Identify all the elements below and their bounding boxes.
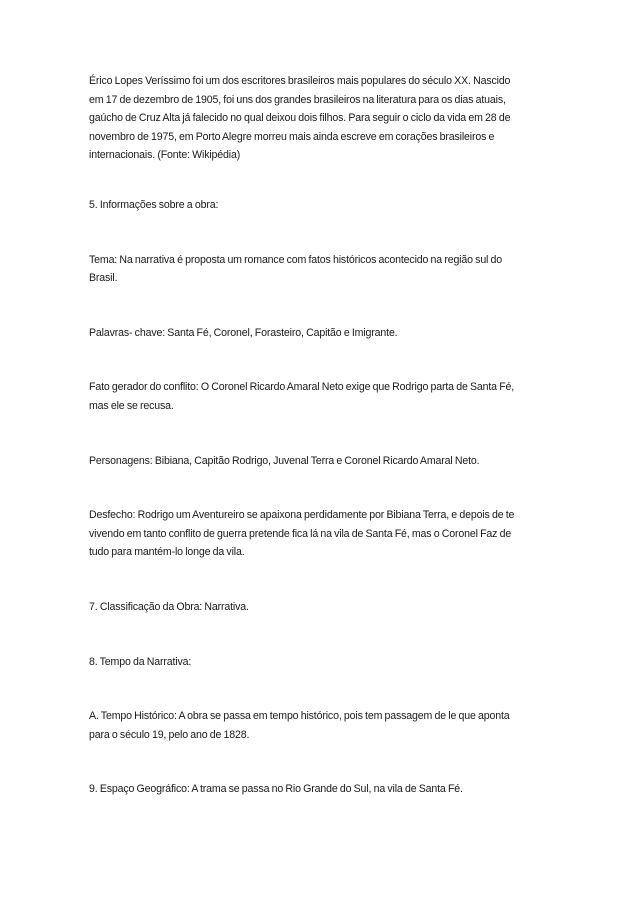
fato-gerador-line: mas ele se recusa. <box>89 399 174 412</box>
document-page <box>89 72 551 799</box>
intro-line: Érico Lopes Veríssimo foi um dos escritores brasileiros mais populares do século XX. Nascido <box>89 75 511 87</box>
fato-gerador-paragraph <box>89 378 551 415</box>
espaco-geografico-text: 9. Espaço Geográfico: A trama se passa no Rio Grande do Sul, na vila de Santa Fé. <box>89 783 463 796</box>
intro-line: gaúcho de Cruz Alta já falecido no qual deixou dois filhos. Para seguir o ciclo da vida em 28 de <box>89 112 511 125</box>
tema-paragraph <box>89 251 551 288</box>
spacer <box>89 342 551 378</box>
classificacao-paragraph <box>89 598 551 617</box>
spacer <box>89 470 551 506</box>
spacer <box>89 744 551 780</box>
spacer <box>89 617 551 653</box>
classificacao-text: 7. Classificação da Obra: Narrativa. <box>89 600 249 613</box>
tempo-historico-line: A. Tempo Histórico: A obra se passa em tempo histórico, pois tem passagem de le que aponta <box>89 710 510 723</box>
spacer <box>89 215 551 251</box>
tempo-historico-paragraph <box>89 707 551 744</box>
personagens-paragraph <box>89 452 551 471</box>
tempo-historico-line: para o século 19, pelo ano de 1828. <box>89 728 250 741</box>
intro-line: internacionais. (Fonte: Wikipédia) <box>89 149 241 162</box>
desfecho-line: vivendo em tanto conflito de guerra pretende fica lá na vila de Santa Fé, mas o Coronel Faz de <box>89 527 512 540</box>
desfecho-line: Desfecho: Rodrigo um Aventureiro se apaixona perdidamente por Bibiana Terra, e depois de te <box>89 509 515 522</box>
fato-gerador-line: Fato gerador do conflito: O Coronel Ricardo Amaral Neto exige que Rodrigo parta de Santa Fé, <box>89 381 515 394</box>
intro-paragraph <box>89 72 551 165</box>
tempo-heading-text: 8. Tempo da Narrativa: <box>89 655 192 668</box>
spacer <box>89 288 551 324</box>
spacer <box>89 671 551 707</box>
tema-line: Brasil. <box>89 272 118 285</box>
personagens-text: Personagens: Bibiana, Capitão Rodrigo, Juvenal Terra e Coronel Ricardo Amaral Neto. <box>89 454 480 467</box>
intro-line: em 17 de dezembro de 1905, foi uns dos grandes brasileiros na literatura para os dias atuais, <box>89 93 506 106</box>
spacer <box>89 165 551 196</box>
intro-line: novembro de 1975, em Porto Alegre morreu mais ainda escreve em corações brasileiros e <box>89 130 495 143</box>
desfecho-line: tudo para mantém-lo longe da vila. <box>89 546 245 559</box>
section5-heading <box>89 196 551 215</box>
tempo-heading <box>89 653 551 672</box>
palavras-chave-text: Palavras- chave: Santa Fé, Coronel, Forasteiro, Capitão e Imigrante. <box>89 326 398 339</box>
desfecho-paragraph <box>89 506 551 562</box>
section5-heading-text: 5. Informações sobre a obra: <box>89 198 219 211</box>
spacer <box>89 416 551 452</box>
espaco-geografico-paragraph <box>89 780 551 799</box>
tema-line: Tema: Na narrativa é proposta um romance com fatos históricos acontecido na região sul do <box>89 253 503 266</box>
palavras-chave-paragraph <box>89 324 551 343</box>
spacer <box>89 562 551 598</box>
